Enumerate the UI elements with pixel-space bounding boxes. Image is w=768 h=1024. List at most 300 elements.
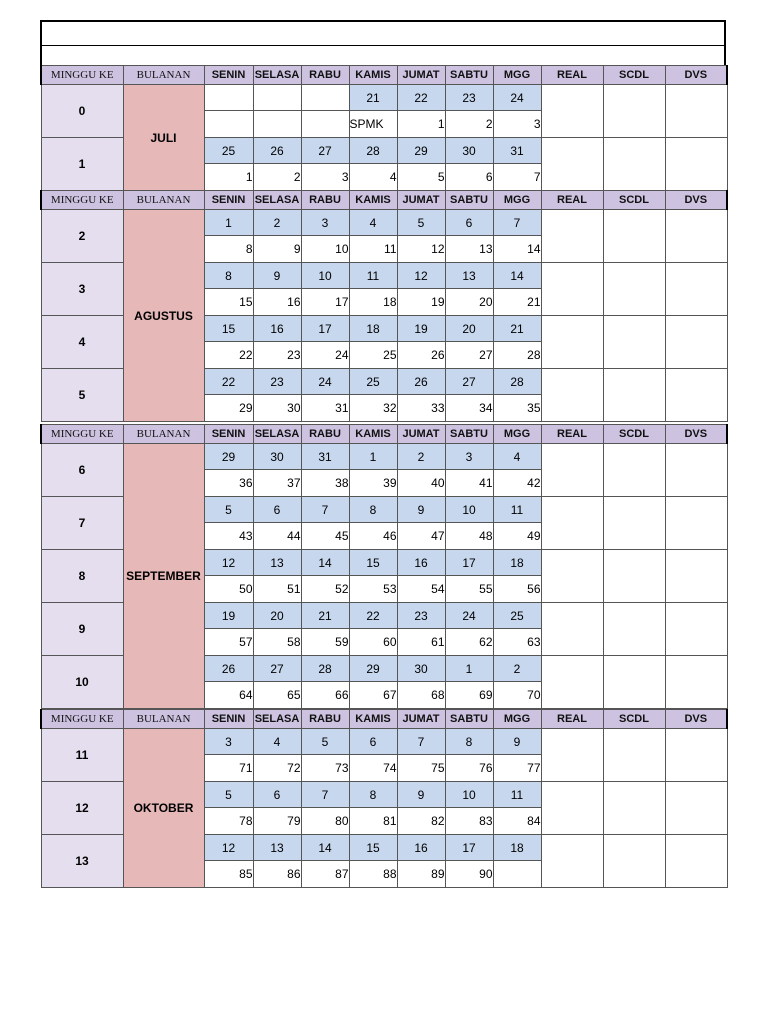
sequence-cell: [253, 111, 301, 138]
header-day: RABU: [301, 710, 349, 729]
date-cell: 3: [445, 444, 493, 470]
progress-cell-real[interactable]: [541, 210, 603, 263]
sequence-cell: 41: [445, 470, 493, 497]
sequence-cell: 83: [445, 808, 493, 835]
date-cell: 13: [253, 550, 301, 576]
date-cell: 19: [204, 603, 253, 629]
week-number: 13: [41, 835, 123, 888]
sequence-cell: 40: [397, 470, 445, 497]
progress-cell-dvs[interactable]: [665, 210, 727, 263]
date-cell: 7: [493, 210, 541, 236]
header-day: JUMAT: [397, 710, 445, 729]
progress-cell-dvs[interactable]: [665, 603, 727, 656]
progress-cell-real[interactable]: [541, 263, 603, 316]
sequence-cell: 23: [253, 342, 301, 369]
sequence-cell: [204, 111, 253, 138]
header-extra: REAL: [541, 191, 603, 210]
header-row: [41, 710, 727, 729]
sequence-cell: 43: [204, 523, 253, 550]
dates-row: [41, 210, 727, 236]
date-cell: 16: [253, 316, 301, 342]
date-cell: 5: [397, 210, 445, 236]
sequence-cell: 21: [493, 289, 541, 316]
date-cell: 19: [397, 316, 445, 342]
date-cell: 9: [397, 497, 445, 523]
date-cell: 10: [445, 782, 493, 808]
progress-cell-scdl[interactable]: [603, 603, 665, 656]
progress-cell-dvs[interactable]: [665, 369, 727, 422]
progress-cell-dvs[interactable]: [665, 85, 727, 138]
progress-cell-scdl[interactable]: [603, 263, 665, 316]
date-cell: 7: [397, 729, 445, 755]
sequence-cell: 85: [204, 861, 253, 888]
header-extra: REAL: [541, 710, 603, 729]
header-day: KAMIS: [349, 710, 397, 729]
sequence-cell: 64: [204, 682, 253, 709]
date-cell: 28: [493, 369, 541, 395]
sequence-cell: 84: [493, 808, 541, 835]
sequence-cell: 12: [397, 236, 445, 263]
header-day: MGG: [493, 191, 541, 210]
sequence-cell: 5: [397, 164, 445, 191]
sequence-cell: 10: [301, 236, 349, 263]
date-cell: 4: [493, 444, 541, 470]
date-cell: 13: [253, 835, 301, 861]
month-section-september: [40, 424, 728, 709]
progress-cell-real[interactable]: [541, 656, 603, 709]
date-cell: 8: [349, 497, 397, 523]
sequence-cell: 1: [204, 164, 253, 191]
month-label: AGUSTUS: [123, 210, 204, 422]
sequence-cell: 90: [445, 861, 493, 888]
month-label: JULI: [123, 85, 204, 191]
week-number: 12: [41, 782, 123, 835]
sequence-cell: 56: [493, 576, 541, 603]
header-day: SELASA: [253, 425, 301, 444]
header-day: JUMAT: [397, 66, 445, 85]
date-cell: 30: [397, 656, 445, 682]
date-cell: 20: [253, 603, 301, 629]
sequence-cell: 7: [493, 164, 541, 191]
date-cell: 24: [301, 369, 349, 395]
header-day: SENIN: [204, 191, 253, 210]
date-cell: 1: [349, 444, 397, 470]
sequence-cell: 54: [397, 576, 445, 603]
date-cell: 4: [349, 210, 397, 236]
sequence-cell: 18: [349, 289, 397, 316]
header-month: BULANAN: [123, 66, 204, 85]
progress-cell-dvs[interactable]: [665, 782, 727, 835]
progress-cell-scdl[interactable]: [603, 138, 665, 191]
date-cell: 23: [397, 603, 445, 629]
progress-cell-real[interactable]: [541, 316, 603, 369]
date-cell: 13: [445, 263, 493, 289]
sequence-cell: 33: [397, 395, 445, 422]
progress-cell-scdl[interactable]: [603, 729, 665, 782]
progress-cell-dvs[interactable]: [665, 550, 727, 603]
date-cell: 2: [397, 444, 445, 470]
header-day: SABTU: [445, 425, 493, 444]
date-cell: 8: [445, 729, 493, 755]
sequence-cell: 14: [493, 236, 541, 263]
header-day: JUMAT: [397, 191, 445, 210]
header-day: MGG: [493, 66, 541, 85]
header-row: [41, 66, 727, 85]
header-day: KAMIS: [349, 191, 397, 210]
sequence-cell: 73: [301, 755, 349, 782]
week-number: 2: [41, 210, 123, 263]
date-cell: 21: [301, 603, 349, 629]
progress-cell-scdl[interactable]: [603, 85, 665, 138]
sequence-cell: 35: [493, 395, 541, 422]
date-cell: 18: [493, 550, 541, 576]
sequence-cell: 79: [253, 808, 301, 835]
header-row: [41, 425, 727, 444]
sequence-cell: 39: [349, 470, 397, 497]
header-extra: DVS: [665, 66, 727, 85]
date-cell: 9: [253, 263, 301, 289]
progress-cell-real[interactable]: [541, 444, 603, 497]
date-cell: 5: [301, 729, 349, 755]
progress-cell-dvs[interactable]: [665, 835, 727, 888]
sequence-cell: 75: [397, 755, 445, 782]
progress-cell-dvs[interactable]: [665, 729, 727, 782]
sequence-cell: 2: [445, 111, 493, 138]
date-cell: 26: [253, 138, 301, 164]
sequence-cell: 71: [204, 755, 253, 782]
sequence-cell: 77: [493, 755, 541, 782]
month-section-agustus: [40, 190, 728, 422]
sequence-cell: 55: [445, 576, 493, 603]
date-cell: 23: [445, 85, 493, 111]
sheet-title-row: [40, 20, 726, 46]
sequence-cell: 74: [349, 755, 397, 782]
header-extra: SCDL: [603, 710, 665, 729]
date-cell: 29: [204, 444, 253, 470]
sequence-cell: 44: [253, 523, 301, 550]
sequence-cell: 30: [253, 395, 301, 422]
week-number: 4: [41, 316, 123, 369]
date-cell: 25: [493, 603, 541, 629]
header-week: MINGGU KE: [41, 710, 123, 729]
sequence-cell: 37: [253, 470, 301, 497]
date-cell: 1: [445, 656, 493, 682]
header-extra: DVS: [665, 710, 727, 729]
sequence-cell: 59: [301, 629, 349, 656]
header-day: RABU: [301, 66, 349, 85]
sequence-cell: 66: [301, 682, 349, 709]
date-cell: 5: [204, 782, 253, 808]
date-cell: 2: [253, 210, 301, 236]
sequence-cell: 16: [253, 289, 301, 316]
sequence-cell: 32: [349, 395, 397, 422]
sequence-cell: 2: [253, 164, 301, 191]
date-cell: 7: [301, 782, 349, 808]
week-number: 9: [41, 603, 123, 656]
sequence-cell: 89: [397, 861, 445, 888]
progress-cell-real[interactable]: [541, 835, 603, 888]
week-number: 0: [41, 85, 123, 138]
date-cell: 12: [397, 263, 445, 289]
header-extra: DVS: [665, 191, 727, 210]
date-cell: 25: [204, 138, 253, 164]
sequence-cell: 36: [204, 470, 253, 497]
sequence-cell: 61: [397, 629, 445, 656]
sequence-cell: 26: [397, 342, 445, 369]
date-cell: 14: [301, 835, 349, 861]
header-month: BULANAN: [123, 191, 204, 210]
date-cell: [253, 85, 301, 111]
week-number: 3: [41, 263, 123, 316]
sequence-cell: 50: [204, 576, 253, 603]
date-cell: 26: [204, 656, 253, 682]
sequence-cell: 6: [445, 164, 493, 191]
progress-cell-real[interactable]: [541, 497, 603, 550]
date-cell: 17: [445, 550, 493, 576]
date-cell: 11: [493, 782, 541, 808]
sequence-cell: SPMK: [349, 111, 397, 138]
progress-cell-dvs[interactable]: [665, 497, 727, 550]
sequence-cell: 63: [493, 629, 541, 656]
date-cell: 24: [445, 603, 493, 629]
header-day: MGG: [493, 710, 541, 729]
sequence-cell: 47: [397, 523, 445, 550]
date-cell: 12: [204, 835, 253, 861]
header-day: SELASA: [253, 66, 301, 85]
week-number: 11: [41, 729, 123, 782]
date-cell: 17: [445, 835, 493, 861]
sequence-cell: 3: [493, 111, 541, 138]
progress-cell-scdl[interactable]: [603, 497, 665, 550]
progress-cell-dvs[interactable]: [665, 316, 727, 369]
date-cell: 28: [349, 138, 397, 164]
header-day: SABTU: [445, 191, 493, 210]
dates-row: [41, 85, 727, 111]
sequence-cell: 25: [349, 342, 397, 369]
header-month: BULANAN: [123, 425, 204, 444]
date-cell: 18: [349, 316, 397, 342]
date-cell: 24: [493, 85, 541, 111]
sequence-cell: 4: [349, 164, 397, 191]
sequence-cell: 20: [445, 289, 493, 316]
sequence-cell: 78: [204, 808, 253, 835]
sequence-cell: 46: [349, 523, 397, 550]
date-cell: 15: [349, 550, 397, 576]
sequence-cell: 11: [349, 236, 397, 263]
sequence-cell: 49: [493, 523, 541, 550]
header-extra: REAL: [541, 66, 603, 85]
progress-cell-scdl[interactable]: [603, 444, 665, 497]
header-day: RABU: [301, 425, 349, 444]
date-cell: 29: [349, 656, 397, 682]
month-section-juli: [40, 65, 728, 191]
sequence-cell: 38: [301, 470, 349, 497]
header-extra: REAL: [541, 425, 603, 444]
progress-cell-real[interactable]: [541, 550, 603, 603]
header-day: MGG: [493, 425, 541, 444]
progress-cell-scdl[interactable]: [603, 656, 665, 709]
date-cell: 27: [301, 138, 349, 164]
header-day: SABTU: [445, 710, 493, 729]
sequence-cell: [301, 111, 349, 138]
date-cell: 14: [301, 550, 349, 576]
date-cell: 6: [349, 729, 397, 755]
sequence-cell: 27: [445, 342, 493, 369]
header-day: SABTU: [445, 66, 493, 85]
sequence-cell: 42: [493, 470, 541, 497]
date-cell: 29: [397, 138, 445, 164]
progress-cell-dvs[interactable]: [665, 138, 727, 191]
date-cell: 20: [445, 316, 493, 342]
header-row: [41, 191, 727, 210]
sequence-cell: 28: [493, 342, 541, 369]
header-month: BULANAN: [123, 710, 204, 729]
sequence-cell: [493, 861, 541, 888]
date-cell: 9: [493, 729, 541, 755]
date-cell: 23: [253, 369, 301, 395]
date-cell: 3: [204, 729, 253, 755]
sequence-cell: 67: [349, 682, 397, 709]
header-day: JUMAT: [397, 425, 445, 444]
progress-cell-real[interactable]: [541, 85, 603, 138]
date-cell: 9: [397, 782, 445, 808]
date-cell: 6: [445, 210, 493, 236]
progress-cell-real[interactable]: [541, 369, 603, 422]
date-cell: 30: [253, 444, 301, 470]
header-extra: DVS: [665, 425, 727, 444]
header-day: KAMIS: [349, 66, 397, 85]
date-cell: 10: [445, 497, 493, 523]
date-cell: 27: [445, 369, 493, 395]
header-day: RABU: [301, 191, 349, 210]
date-cell: 16: [397, 835, 445, 861]
sequence-cell: 65: [253, 682, 301, 709]
sequence-cell: 29: [204, 395, 253, 422]
header-day: SENIN: [204, 66, 253, 85]
sequence-cell: 3: [301, 164, 349, 191]
date-cell: [301, 85, 349, 111]
week-number: 7: [41, 497, 123, 550]
date-cell: 27: [253, 656, 301, 682]
date-cell: 16: [397, 550, 445, 576]
month-section-oktober: [40, 709, 728, 888]
header-day: SENIN: [204, 710, 253, 729]
progress-cell-scdl[interactable]: [603, 550, 665, 603]
header-day: SENIN: [204, 425, 253, 444]
sequence-cell: 72: [253, 755, 301, 782]
sequence-cell: 69: [445, 682, 493, 709]
date-cell: 26: [397, 369, 445, 395]
sequence-cell: 31: [301, 395, 349, 422]
date-cell: 11: [493, 497, 541, 523]
month-label: SEPTEMBER: [123, 444, 204, 709]
sequence-cell: 70: [493, 682, 541, 709]
sequence-cell: 51: [253, 576, 301, 603]
sequence-cell: 24: [301, 342, 349, 369]
date-cell: 6: [253, 782, 301, 808]
header-week: MINGGU KE: [41, 425, 123, 444]
progress-cell-scdl[interactable]: [603, 210, 665, 263]
week-number: 10: [41, 656, 123, 709]
date-cell: 4: [253, 729, 301, 755]
progress-cell-dvs[interactable]: [665, 444, 727, 497]
date-cell: 25: [349, 369, 397, 395]
progress-cell-scdl[interactable]: [603, 782, 665, 835]
date-cell: [204, 85, 253, 111]
header-extra: SCDL: [603, 191, 665, 210]
date-cell: 7: [301, 497, 349, 523]
date-cell: 31: [493, 138, 541, 164]
sequence-cell: 9: [253, 236, 301, 263]
date-cell: 17: [301, 316, 349, 342]
date-cell: 18: [493, 835, 541, 861]
header-week: MINGGU KE: [41, 191, 123, 210]
date-cell: 22: [349, 603, 397, 629]
date-cell: 3: [301, 210, 349, 236]
date-cell: 15: [349, 835, 397, 861]
sequence-cell: 53: [349, 576, 397, 603]
date-cell: 30: [445, 138, 493, 164]
month-label: OKTOBER: [123, 729, 204, 888]
sequence-cell: 58: [253, 629, 301, 656]
date-cell: 2: [493, 656, 541, 682]
header-week: MINGGU KE: [41, 66, 123, 85]
sequence-cell: 15: [204, 289, 253, 316]
progress-cell-scdl[interactable]: [603, 316, 665, 369]
sequence-cell: 22: [204, 342, 253, 369]
sequence-cell: 81: [349, 808, 397, 835]
week-number: 1: [41, 138, 123, 191]
progress-cell-real[interactable]: [541, 138, 603, 191]
sequence-cell: 88: [349, 861, 397, 888]
progress-cell-dvs[interactable]: [665, 656, 727, 709]
date-cell: 21: [493, 316, 541, 342]
dates-row: [41, 729, 727, 755]
date-cell: 15: [204, 316, 253, 342]
date-cell: 22: [204, 369, 253, 395]
progress-cell-scdl[interactable]: [603, 369, 665, 422]
date-cell: 8: [204, 263, 253, 289]
progress-cell-real[interactable]: [541, 603, 603, 656]
date-cell: 5: [204, 497, 253, 523]
progress-cell-real[interactable]: [541, 782, 603, 835]
date-cell: 6: [253, 497, 301, 523]
date-cell: 14: [493, 263, 541, 289]
progress-cell-scdl[interactable]: [603, 835, 665, 888]
sequence-cell: 86: [253, 861, 301, 888]
date-cell: 31: [301, 444, 349, 470]
sequence-cell: 34: [445, 395, 493, 422]
date-cell: 12: [204, 550, 253, 576]
header-extra: SCDL: [603, 66, 665, 85]
dates-row: [41, 444, 727, 470]
header-day: SELASA: [253, 710, 301, 729]
progress-cell-dvs[interactable]: [665, 263, 727, 316]
sequence-cell: 60: [349, 629, 397, 656]
week-number: 6: [41, 444, 123, 497]
date-cell: 1: [204, 210, 253, 236]
progress-cell-real[interactable]: [541, 729, 603, 782]
date-cell: 21: [349, 85, 397, 111]
date-cell: 28: [301, 656, 349, 682]
date-cell: 8: [349, 782, 397, 808]
week-number: 8: [41, 550, 123, 603]
sequence-cell: 8: [204, 236, 253, 263]
sequence-cell: 52: [301, 576, 349, 603]
sequence-cell: 87: [301, 861, 349, 888]
date-cell: 22: [397, 85, 445, 111]
date-cell: 11: [349, 263, 397, 289]
